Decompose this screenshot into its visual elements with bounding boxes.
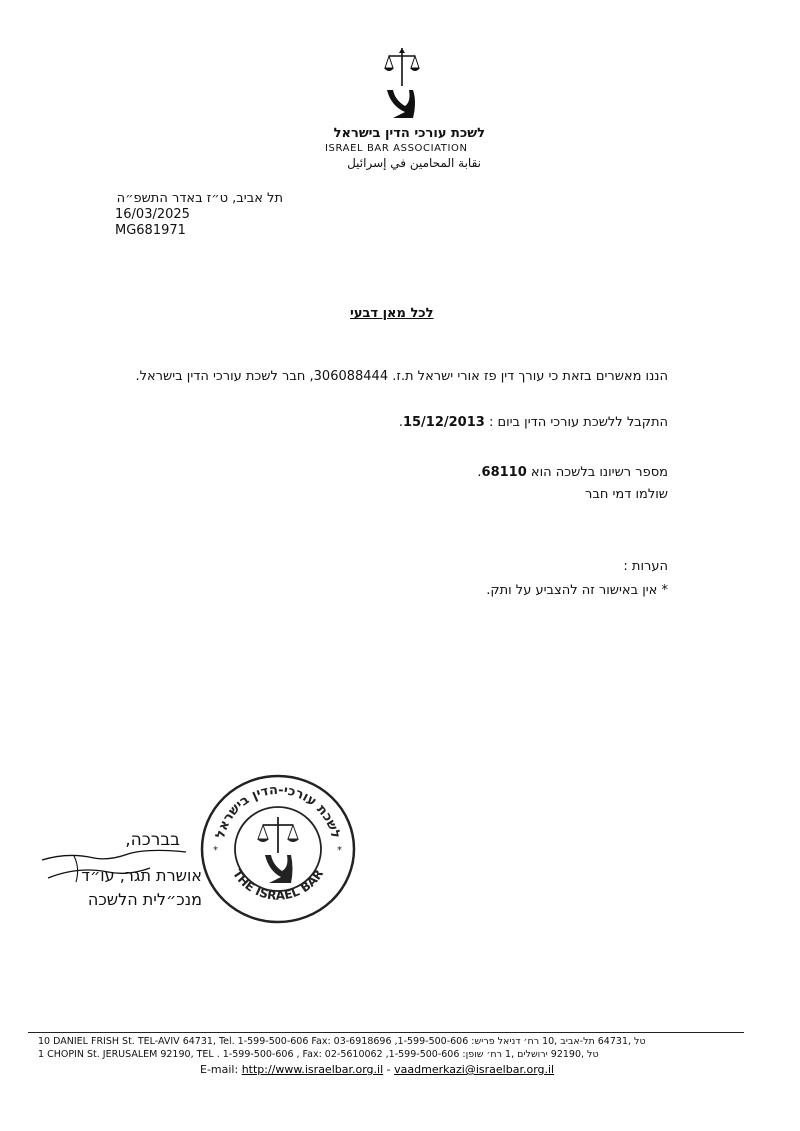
website-link[interactable]: http://www.israelbar.org.il [241,1063,384,1076]
certification-paragraph: הננו מאשרים בזאת כי עורך דין פז אורי ישראל ת.ז. 306088444, חבר לשכת עורכי הדין בישראל. [135,369,668,384]
stamp-hebrew-text: לשכת עורכי-הדין בישראל [213,782,343,841]
note-item: * אין באישור זה להצביע על ותק. [486,583,668,598]
reference-number: MG681971 [115,223,186,238]
svg-text:*: * [213,845,218,856]
closing-greeting: בברכה, [125,830,180,850]
signatory-name: אושרת תגר, עו״ד [81,866,202,885]
email-link[interactable]: vaadmerkazi@israelbar.org.il [394,1063,555,1076]
footer-divider [28,1032,744,1033]
scales-of-justice-icon [383,46,421,120]
org-name-arabic: نقابة المحامين في إسرائيل [347,156,481,170]
footer-address-telaviv: 10 DANIEL FRISH St. TEL-AVIV 64731, Tel. 1-599-500-606 Fax: 03-6918696 ,1-599-500-606 :טל ,64731 תל-אביב ,10 רח׳ דניאל פריש [38,1036,646,1047]
dues-paid-line: שולמו דמי חבר [585,487,668,502]
admission-paragraph [399,415,668,430]
footer-address-jerusalem: 1 CHOPIN St. JERUSALEM 92190, TEL . 1-599-500-606 , Fax: 02-5610062 ,1-599-500-606 :טל ,92190 ירושלים ,1 רח׳ שופן [38,1049,599,1060]
notes-label: הערות : [623,559,668,574]
license-number: 68110 [481,465,527,480]
license-period: . [477,465,482,480]
stamp-english-text: THE ISRAEL BAR [229,866,327,903]
org-name-hebrew: לשכת עורכי הדין בישראל [333,126,485,141]
admission-text: התקבל ללשכת עורכי הדין ביום : [484,415,668,430]
license-paragraph [477,465,668,480]
svg-text:*: * [337,845,342,856]
gregorian-date: 16/03/2025 [115,207,190,222]
official-stamp [199,773,357,925]
license-text: מספר רשיונו בלשכה הוא [526,465,668,480]
stamp-scales-icon [257,817,299,883]
admission-date: 15/12/2013 [402,415,485,430]
admission-period: . [398,415,403,430]
org-name-english: ISRAEL BAR ASSOCIATION [325,143,468,154]
footer-separator: - [386,1063,391,1076]
email-label: E-mail: [200,1063,239,1076]
signatory-title: מנכ״לית הלשכה [87,890,202,909]
letter-heading: לכל מאן דבעי [350,306,434,321]
hebrew-date: תל אביב, ט״ז באדר התשפ״ה [116,191,283,206]
footer-contact [200,1063,554,1076]
